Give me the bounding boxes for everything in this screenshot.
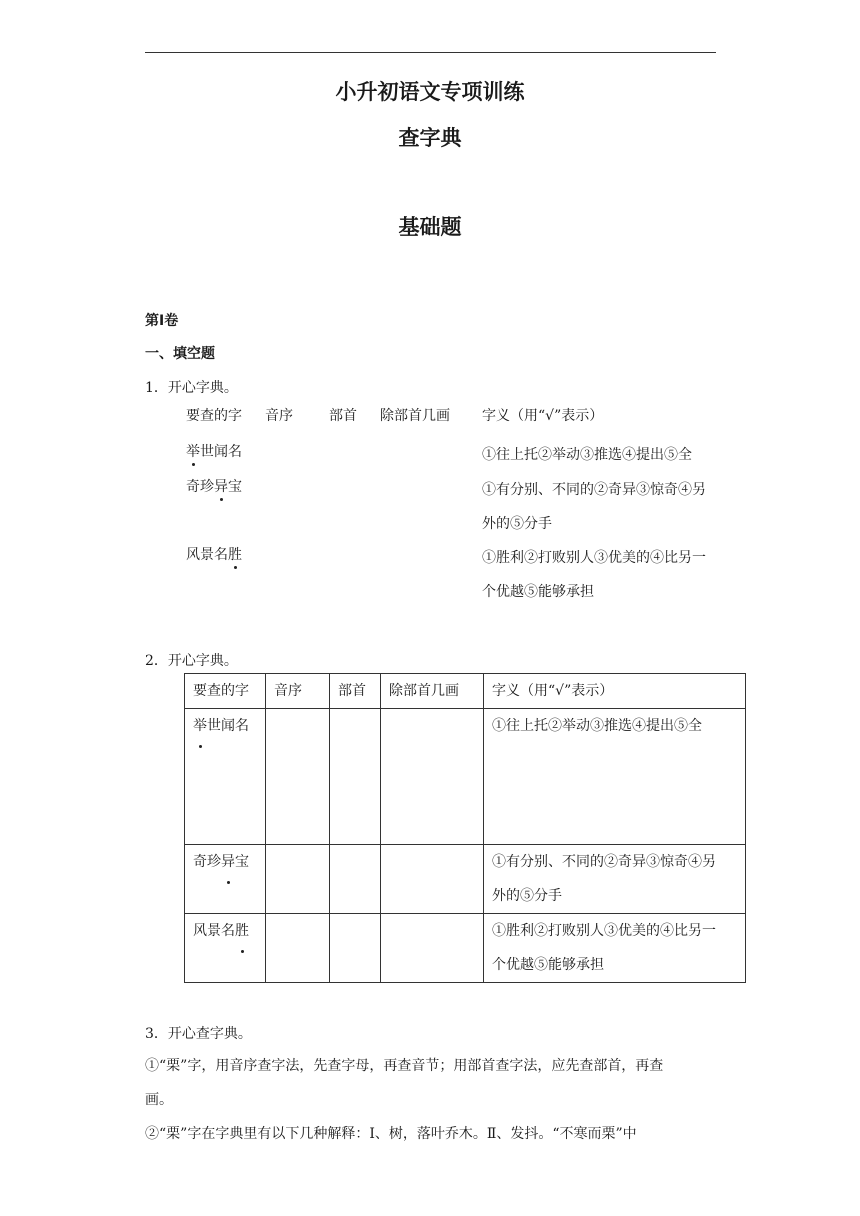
q2-header-meaning: 字义（用“√”表示）: [484, 674, 746, 709]
question-3-line-2: 画。: [145, 1092, 173, 1108]
q2-row-2-pinyin-cell[interactable]: [266, 845, 330, 914]
q1-header-meaning: 字义（用“√”表示）: [482, 408, 604, 424]
q1-header-radical: 部首: [329, 408, 357, 424]
q1-row-2-word: 奇珍异宝: [186, 476, 242, 496]
question-3-line-3: ②“栗”字在字典里有以下几种解释：Ⅰ、树，落叶乔木。Ⅱ、发抖。“不寒而栗”中: [145, 1126, 637, 1142]
q2-row-3-word: 风景名胜: [185, 914, 266, 983]
q1-header-word: 要查的字: [186, 408, 242, 424]
q2-row-2-word: 奇珍异宝: [185, 845, 266, 914]
header-rule: [145, 52, 716, 53]
q2-header-word: 要查的字: [185, 674, 266, 709]
q2-row-1-pinyin-cell[interactable]: [266, 709, 330, 845]
question-3-line-1: ①“栗”字，用音序查字法，先查字母，再查音节；用部首查字法，应先查部首，再查: [145, 1058, 664, 1074]
table-row: [185, 914, 746, 983]
q1-row-3-meaning: ①胜利②打败别人③优美的④比另一: [482, 550, 706, 566]
q1-header-pinyin-initial: 音序: [265, 408, 293, 424]
q2-row-3-pinyin-cell[interactable]: [266, 914, 330, 983]
q2-row-1-radical-cell[interactable]: [330, 709, 381, 845]
document-subtitle: 查字典: [398, 125, 462, 150]
q2-row-1-meaning: ①往上托②举动③推选④提出⑤全: [484, 709, 746, 845]
table-row: [185, 709, 746, 845]
table-row: [185, 845, 746, 914]
q1-row-3-word: 风景名胜: [186, 544, 242, 564]
q2-header-radical: 部首: [330, 674, 381, 709]
question-1-prompt: 1．开心字典。: [145, 380, 238, 396]
q2-header-pinyin-initial: 音序: [266, 674, 330, 709]
q1-row-2-meaning: ①有分别、不同的②奇异③惊奇④另: [482, 482, 706, 498]
q2-row-1-strokes-cell[interactable]: [381, 709, 484, 845]
question-3-prompt: 3．开心查字典。: [145, 1026, 252, 1042]
part-heading: 一、填空题: [145, 346, 215, 362]
q2-row-2-meaning: ①有分别、不同的②奇异③惊奇④另 外的⑤分手: [484, 845, 746, 914]
question-2-prompt: 2．开心字典。: [145, 653, 238, 669]
q2-row-1-word: 举世闻名: [185, 709, 266, 845]
difficulty-heading: 基础题: [398, 214, 462, 239]
q2-row-3-strokes-cell[interactable]: [381, 914, 484, 983]
q2-row-2-strokes-cell[interactable]: [381, 845, 484, 914]
q2-row-2-radical-cell[interactable]: [330, 845, 381, 914]
q1-row-1-word: 举世闻名: [186, 441, 242, 461]
q1-row-3-meaning-cont: 个优越⑤能够承担: [482, 584, 594, 600]
q1-row-1-meaning: ①往上托②举动③推选④提出⑤全: [482, 447, 692, 463]
q2-header-strokes: 除部首几画: [381, 674, 484, 709]
q1-row-2-meaning-cont: 外的⑤分手: [482, 516, 552, 532]
q1-header-strokes: 除部首几画: [380, 408, 450, 424]
question-3-text: [145, 1049, 717, 1151]
volume-heading: 第Ⅰ卷: [145, 313, 179, 329]
q2-row-3-meaning: ①胜利②打败别人③优美的④比另一 个优越⑤能够承担: [484, 914, 746, 983]
question-2-table: [184, 673, 746, 983]
q2-row-3-radical-cell[interactable]: [330, 914, 381, 983]
document-title: 小升初语文专项训练: [335, 79, 525, 104]
table-header-row: [185, 674, 746, 709]
